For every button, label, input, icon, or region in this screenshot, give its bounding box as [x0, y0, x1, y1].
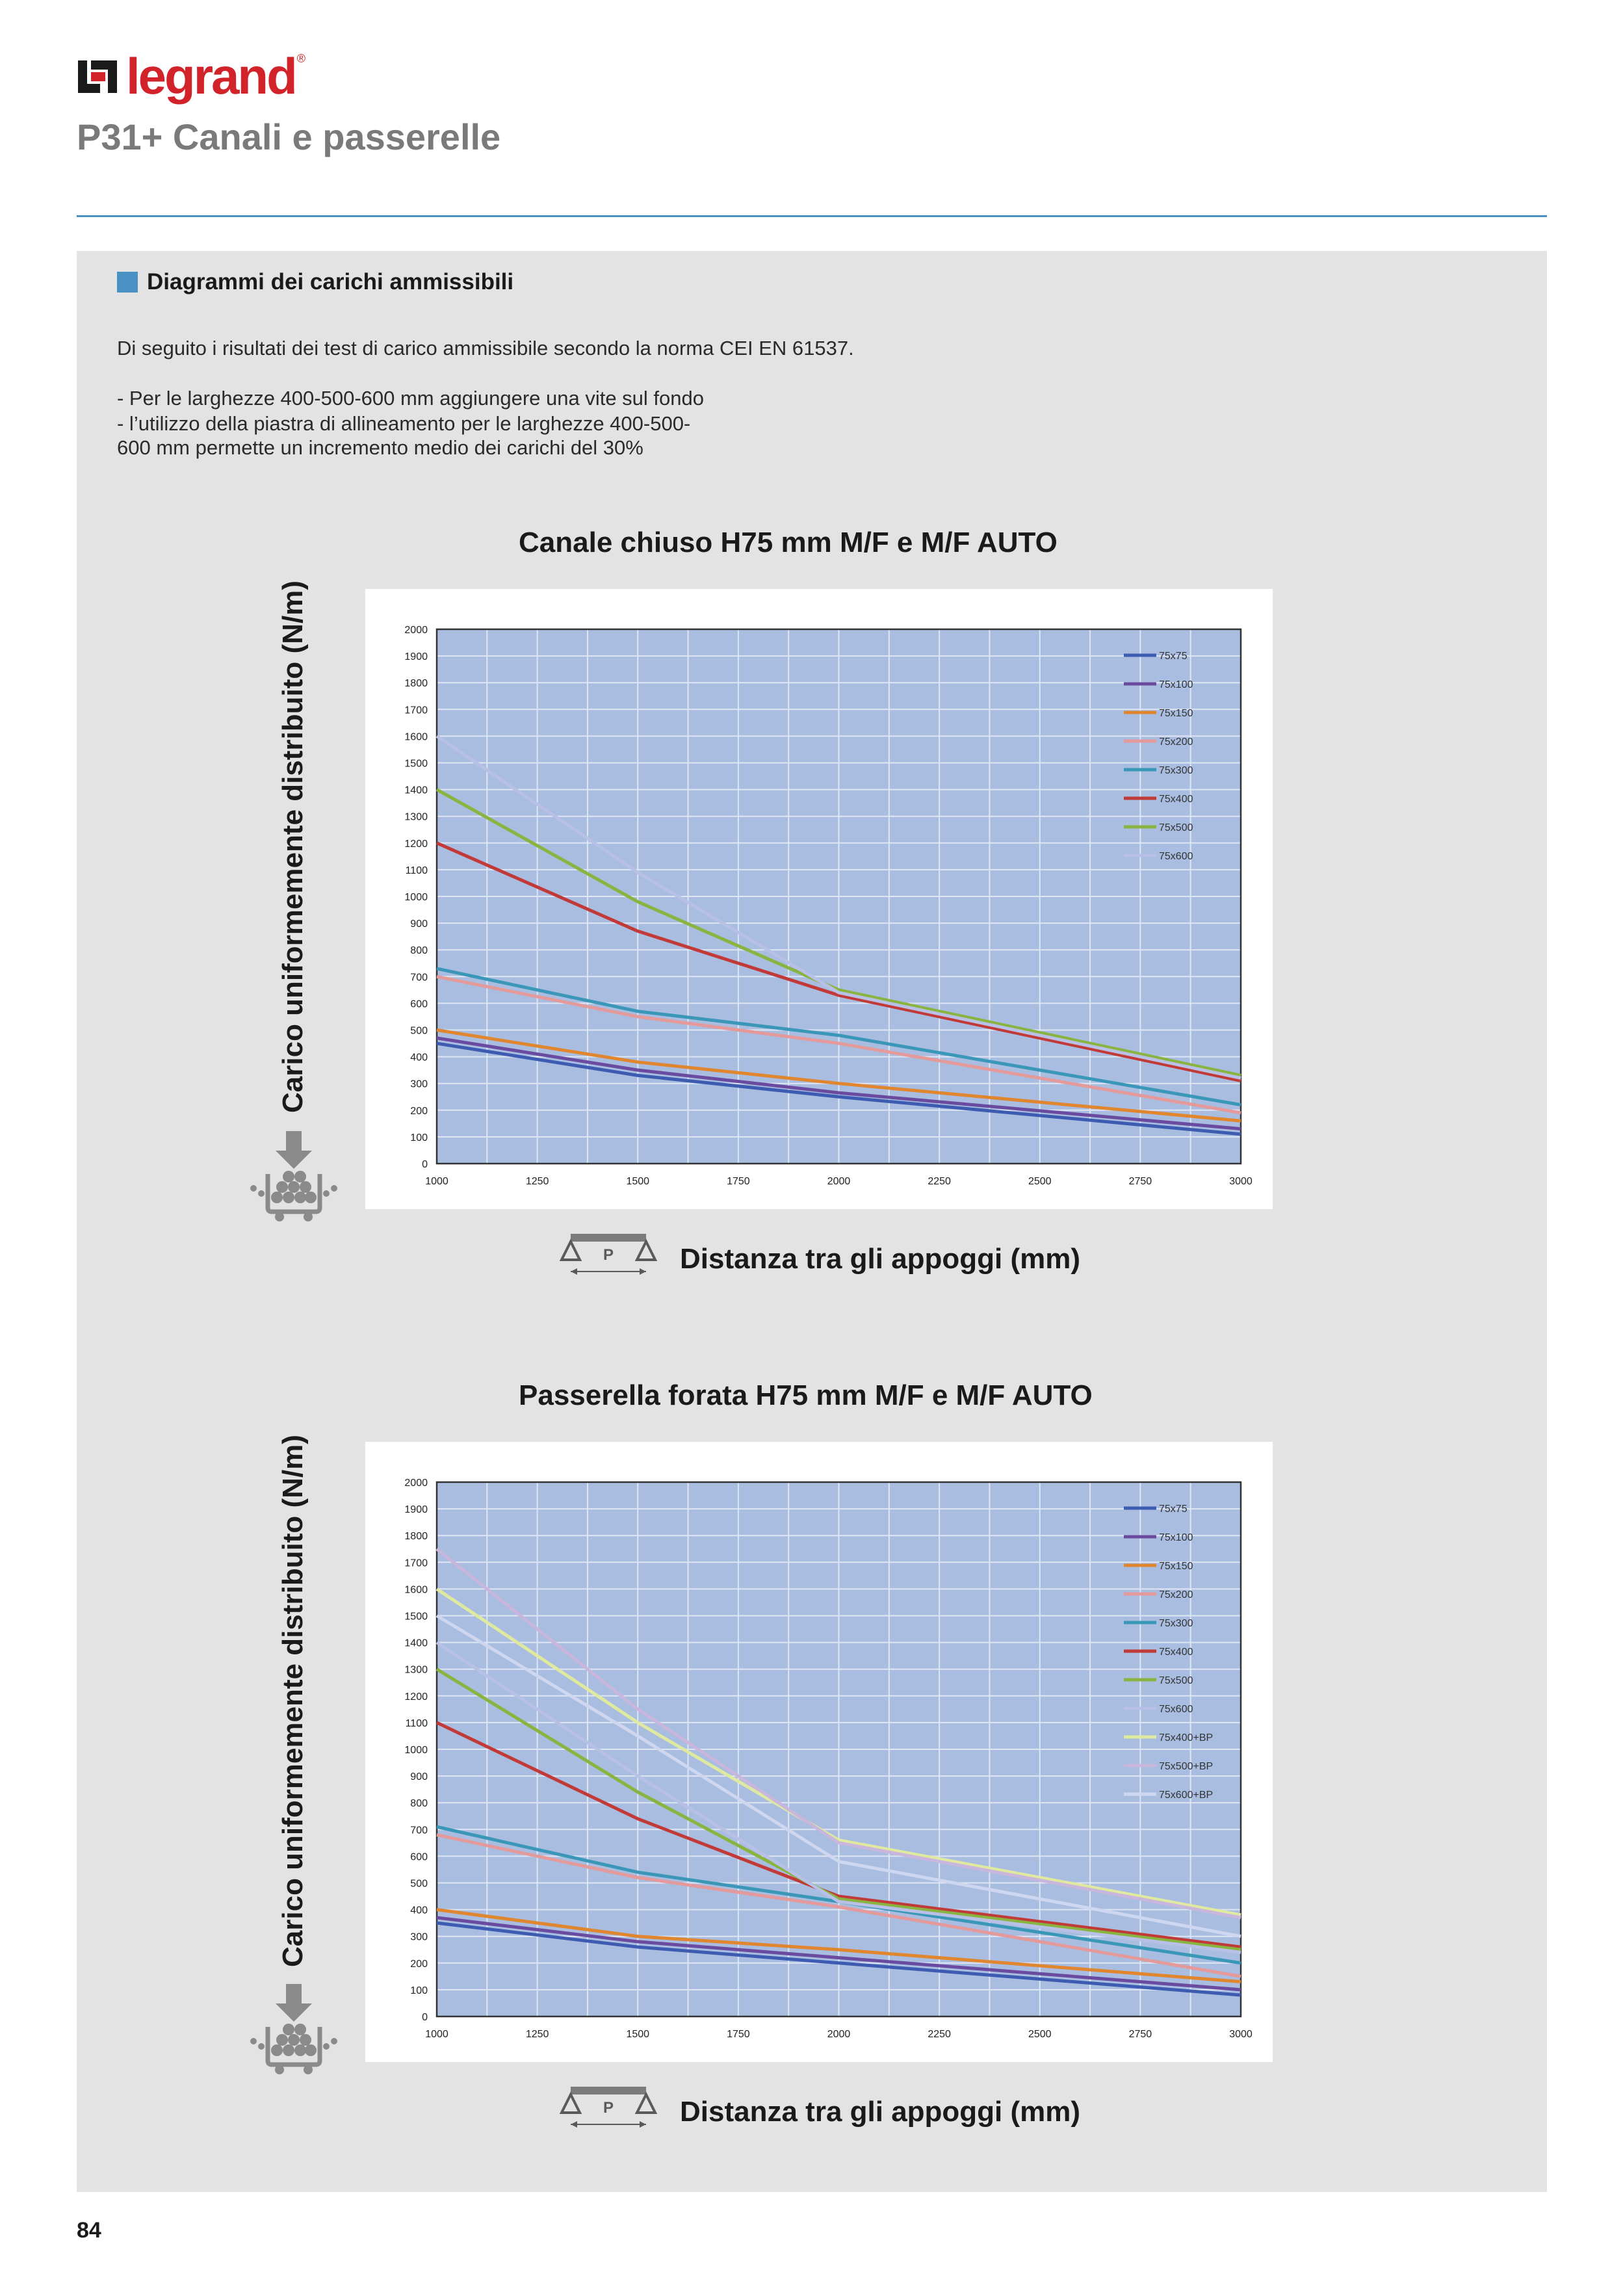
legend-label: 75x200 [1159, 1589, 1193, 1600]
y-tick-label: 900 [410, 1771, 428, 1783]
y-axis-label: Carico uniformemente distribuito (N/m) [277, 581, 309, 1113]
y-tick-label: 200 [410, 1958, 428, 1970]
note-line: 600 mm permette un incremento medio dei carichi del 30% [117, 436, 643, 459]
y-tick-label: 800 [410, 1798, 428, 1810]
y-tick-label: 1700 [404, 1558, 428, 1569]
y-tick-label: 1500 [404, 758, 428, 770]
x-tick-label: 2250 [928, 2029, 951, 2040]
registered-mark: ® [296, 52, 305, 65]
y-tick-label: 1700 [404, 705, 428, 716]
section-title: Diagrammi dei carichi ammissibili [147, 269, 514, 294]
intro-text: Di seguito i risultati dei test di carico ammissibile secondo la norma CEI EN 61537. [117, 337, 854, 359]
y-tick-label: 0 [422, 1159, 428, 1170]
x-tick-label: 1500 [626, 1176, 650, 1187]
y-tick-label: 0 [422, 2012, 428, 2023]
legend-label: 75x500 [1159, 1675, 1193, 1686]
y-tick-label: 1000 [404, 892, 428, 903]
legend-label: 75x75 [1159, 651, 1188, 662]
y-tick-label: 1400 [404, 1637, 428, 1649]
y-tick-label: 1800 [404, 678, 428, 690]
header-divider [77, 215, 1547, 217]
page-number: 84 [77, 2218, 101, 2243]
x-tick-label: 3000 [1229, 1176, 1253, 1187]
y-tick-label: 1100 [405, 865, 428, 876]
span-supports-icon [556, 1230, 660, 1282]
x-tick-label: 2750 [1128, 1176, 1152, 1187]
x-tick-label: 1500 [626, 2029, 650, 2040]
legend-label: 75x600 [1159, 851, 1193, 862]
chart-frame [365, 1442, 1273, 2062]
y-tick-label: 1600 [404, 731, 428, 743]
x-tick-label: 1750 [727, 2029, 750, 2040]
legend-label: 75x400 [1159, 794, 1193, 805]
y-tick-label: 1100 [405, 1717, 428, 1729]
x-tick-label: 1250 [525, 2029, 549, 2040]
y-tick-label: 500 [410, 1025, 428, 1037]
span-supports-icon [556, 2083, 660, 2135]
x-tick-label: 1250 [525, 1176, 549, 1187]
distributed-load-icon [248, 1984, 339, 2075]
page-title: P31+ Canali e passerelle [77, 116, 501, 157]
note-line: - l’utilizzo della piastra di allineamento per le larghezze 400-500- [117, 412, 691, 435]
legend-label: 75x500 [1159, 822, 1193, 833]
y-tick-label: 700 [410, 972, 428, 984]
y-tick-label: 600 [410, 998, 428, 1010]
y-tick-label: 1000 [404, 1745, 428, 1756]
legend-label: 75x300 [1159, 765, 1193, 776]
legend-label: 75x400+BP [1159, 1732, 1214, 1743]
y-tick-label: 1200 [404, 838, 428, 850]
legend-label: 75x100 [1159, 679, 1193, 690]
y-tick-label: 100 [410, 1985, 428, 1996]
chart-frame [365, 589, 1273, 1209]
y-tick-label: 2000 [404, 1478, 428, 1489]
x-tick-label: 2000 [827, 1176, 851, 1187]
y-tick-label: 900 [410, 919, 428, 930]
support-span-label: P [603, 1246, 614, 1264]
legend-label: 75x400 [1159, 1647, 1193, 1658]
line-chart [365, 589, 1273, 1209]
y-tick-label: 1300 [404, 811, 428, 823]
y-tick-label: 1800 [404, 1531, 428, 1543]
section-marker-icon [117, 272, 138, 293]
y-tick-label: 1600 [404, 1584, 428, 1596]
x-tick-label: 3000 [1229, 2029, 1253, 2040]
legend-label: 75x75 [1159, 1504, 1188, 1515]
x-tick-label: 1000 [425, 2029, 448, 2040]
y-tick-label: 1900 [404, 1504, 428, 1516]
x-tick-label: 2250 [928, 1176, 951, 1187]
legend-label: 75x100 [1159, 1532, 1193, 1543]
legend-label: 75x150 [1159, 1561, 1193, 1572]
x-axis-label: Distanza tra gli appoggi (mm) [680, 1243, 1081, 1275]
x-tick-label: 1750 [727, 1176, 750, 1187]
legend-label: 75x500+BP [1159, 1761, 1214, 1772]
y-tick-label: 2000 [404, 625, 428, 636]
x-tick-label: 2000 [827, 2029, 851, 2040]
x-axis-label: Distanza tra gli appoggi (mm) [680, 2096, 1081, 2128]
note-line: - Per le larghezze 400-500-600 mm aggiungere una vite sul fondo [117, 387, 704, 410]
x-tick-label: 2500 [1028, 2029, 1052, 2040]
y-tick-label: 1200 [404, 1691, 428, 1702]
legend-label: 75x300 [1159, 1618, 1193, 1629]
chart-title: Canale chiuso H75 mm M/F e M/F AUTO [519, 527, 1058, 558]
y-tick-label: 600 [410, 1851, 428, 1863]
y-tick-label: 100 [410, 1132, 428, 1143]
y-tick-label: 1500 [404, 1611, 428, 1623]
y-tick-label: 500 [410, 1878, 428, 1890]
distributed-load-icon [248, 1131, 339, 1222]
y-tick-label: 400 [410, 1905, 428, 1916]
y-tick-label: 1400 [404, 785, 428, 796]
legend-label: 75x600 [1159, 1704, 1193, 1715]
y-tick-label: 400 [410, 1052, 428, 1063]
legend-label: 75x600+BP [1159, 1790, 1214, 1801]
section-heading [117, 269, 513, 295]
y-tick-label: 700 [410, 1825, 428, 1836]
y-tick-label: 800 [410, 945, 428, 957]
legrand-logo-mark-icon [77, 55, 118, 97]
x-tick-label: 2750 [1128, 2029, 1152, 2040]
y-axis-label: Carico uniformemente distribuito (N/m) [277, 1435, 309, 1967]
legend-label: 75x150 [1159, 708, 1193, 719]
x-tick-label: 2500 [1028, 1176, 1052, 1187]
legend-label: 75x200 [1159, 737, 1193, 748]
legrand-logo [77, 47, 305, 105]
line-chart [365, 1442, 1273, 2062]
chart-title: Passerella forata H75 mm M/F e M/F AUTO [519, 1379, 1093, 1411]
brand-name: legrand [126, 47, 296, 105]
y-tick-label: 1300 [404, 1664, 428, 1676]
y-tick-label: 200 [410, 1105, 428, 1117]
y-tick-label: 1900 [404, 651, 428, 663]
y-tick-label: 300 [410, 1931, 428, 1943]
y-tick-label: 300 [410, 1078, 428, 1090]
support-span-label: P [603, 2099, 614, 2117]
x-tick-label: 1000 [425, 1176, 448, 1187]
